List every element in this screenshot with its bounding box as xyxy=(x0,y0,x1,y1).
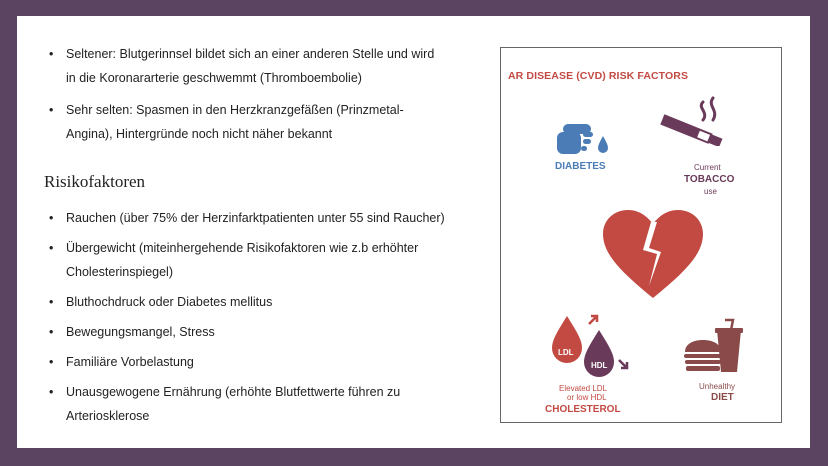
tobacco-label: TOBACCO xyxy=(684,174,735,185)
bullet-thromboembolie: • Seltener: Blutgerinnsel bildet sich an einer anderen Stelle und wird in die Koronararterie geschwemmt (Thromboembolie) xyxy=(44,42,444,90)
ldl-label: LDL xyxy=(558,348,574,357)
top-bullet-list xyxy=(44,42,444,154)
infographic-title: AR DISEASE (CVD) RISK FACTORS xyxy=(508,70,689,82)
bullet-rauchen: • Rauchen (über 75% der Herzinfarktpatienten unter 55 sind Raucher) xyxy=(44,206,464,230)
bullet-vorbelastung: • Familiäre Vorbelastung xyxy=(44,350,464,374)
diabetes-icon xyxy=(553,118,611,158)
risk-factor-list xyxy=(44,206,464,434)
diet-icon xyxy=(681,316,751,376)
tobacco-icon xyxy=(659,96,731,146)
tobacco-post-label: use xyxy=(704,187,717,196)
bullet-prinzmetal: • Sehr selten: Spasmen in den Herzkranzgefäßen (Prinzmetal-Angina), Hintergründe noch nicht näher bekannt xyxy=(44,98,444,146)
cholesterol-label: CHOLESTEROL xyxy=(545,404,621,415)
bullet-bluthochdruck: • Bluthochdruck oder Diabetes mellitus xyxy=(44,290,464,314)
tobacco-pre-label: Current xyxy=(694,163,721,172)
cholesterol-pre-label-1: Elevated LDL xyxy=(559,384,608,393)
diet-label: DIET xyxy=(711,392,734,403)
section-heading: Risikofaktoren xyxy=(44,172,146,191)
cvd-risk-infographic xyxy=(500,47,782,423)
cholesterol-pre-label-2: or low HDL xyxy=(567,393,607,402)
slide xyxy=(17,16,810,448)
diabetes-label: DIABETES xyxy=(555,161,606,172)
bullet-ernaehrung: • Unausgewogene Ernährung (erhöhte Blutfettwerte führen zu Arteriosklerose xyxy=(44,380,464,428)
bullet-bewegungsmangel: • Bewegungsmangel, Stress xyxy=(44,320,464,344)
diet-pre-label: Unhealthy xyxy=(699,382,736,391)
broken-heart-icon xyxy=(601,208,705,300)
hdl-label: HDL xyxy=(591,361,608,370)
bullet-uebergewicht: • Übergewicht (miteinhergehende Risikofaktoren wie z.b erhöhter Cholesterinspiegel) xyxy=(44,236,464,284)
